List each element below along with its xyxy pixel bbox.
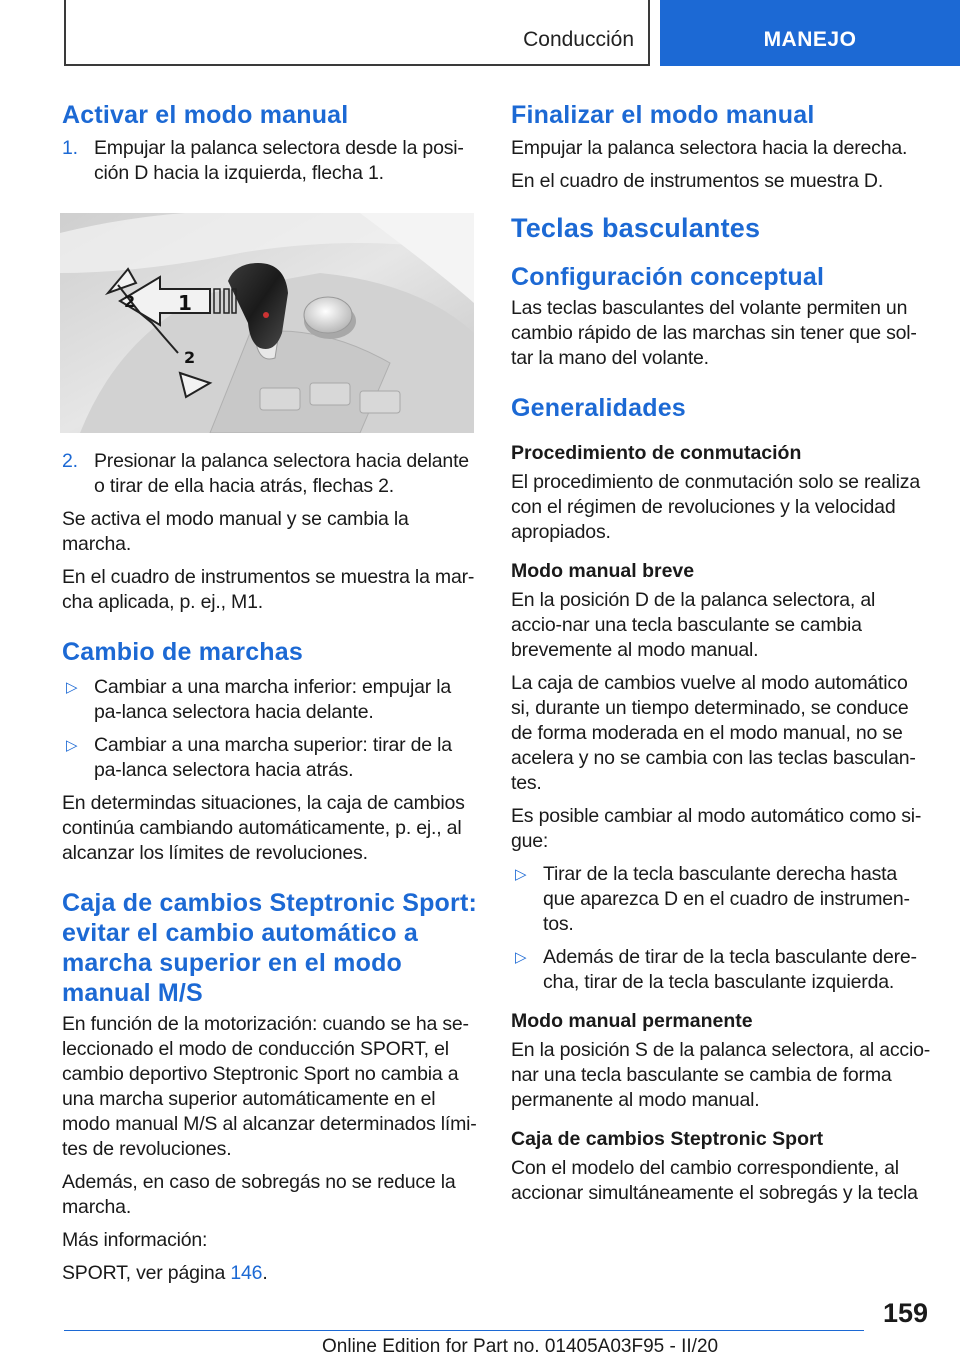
heading-configuracion-conceptual: Configuración conceptual [511,263,825,291]
paragraph: En la posición S de la palanca selectora, al accio‐nar una tecla basculante se cambia de forma permanente al modo manual. [511,1039,931,1111]
list-item [62,733,478,783]
heading-steptronic-sport: Caja de cambios Steptronic Sport: evitar el cambio automático a marcha superior en el modo manual M/S [62,889,478,1007]
gear-selector-figure [60,213,474,433]
list-item-text: Además de tirar de la tecla basculante dere‐cha, tirar de la tecla basculante izquierda. [543,946,917,993]
paragraph: En determindas situaciones, la caja de cambios continúa cambiando automáticamente, p. ej., al alcanzar los límites de revoluciones. [62,792,465,864]
step-text: Empujar la palanca selectora desde la posi‐ción D hacia la izquierda, flecha 1. [94,137,464,184]
heading-cambio-de-marchas: Cambio de marchas [62,638,303,666]
section-title: Conducción [523,28,634,51]
cross-reference-text: SPORT, ver página [62,1262,231,1284]
paragraph: Más información: [62,1229,208,1251]
footer-edition: Online Edition for Part no. 01405A03F95 - II/20 [322,1336,719,1357]
paragraph: Con el modelo del cambio correspondiente, al accionar simultáneamente el sobregás y la tecla [511,1157,918,1204]
section-header-box [64,0,650,66]
paragraph: Empujar la palanca selectora hacia la derecha. [511,137,908,159]
triangle-bullet-icon: ▷ [515,866,527,883]
list-item-text: Tirar de la tecla basculante derecha hasta que aparezca D en el cuadro de instrumen‐tos. [543,863,910,935]
paragraph: El procedimiento de conmutación solo se realiza con el régimen de revoluciones y la velocidad apropiados. [511,471,920,543]
chapter-tab [660,0,960,66]
subheading-procedimiento: Procedimiento de conmutación [511,442,802,464]
cross-reference [62,1261,478,1286]
triangle-bullet-icon: ▷ [66,679,78,696]
subheading-modo-manual-permanente: Modo manual permanente [511,1010,753,1032]
page-link[interactable]: 146 [230,1262,263,1284]
arrow-2b-label: 2 [184,348,196,367]
chapter-tab-label: MANEJO [763,28,857,51]
arrow-2a-label: 2 [124,292,136,311]
step-1 [62,136,478,186]
list-item [62,675,478,725]
step-number: 1. [62,137,78,159]
heading-activar-modo-manual: Activar el modo manual [62,101,349,129]
list-item-text: Cambiar a una marcha inferior: empujar la pa‐lanca selectora hacia delante. [94,676,452,723]
page-header [0,0,960,66]
paragraph: Además, en caso de sobregás no se reduce la marcha. [62,1171,456,1218]
heading-teclas-basculantes: Teclas basculantes [511,213,761,243]
paragraph: En la posición D de la palanca selectora, al accio‐nar una tecla basculante se cambia brevemente al modo manual. [511,589,876,661]
gear-selector-illustration [60,213,474,433]
list-item [511,862,931,937]
right-column [511,100,931,1206]
paragraph: La caja de cambios vuelve al modo automático si, durante un tiempo determinado, se conduce de forma moderada en el modo manual, no se acelera y no se cambia con las teclas basculan‐tes. [511,672,916,794]
subheading-modo-manual-breve: Modo manual breve [511,560,695,582]
step-2 [62,449,478,499]
paragraph: En el cuadro de instrumentos se muestra D. [511,170,884,192]
triangle-bullet-icon: ▷ [515,949,527,966]
paragraph: Es posible cambiar al modo automático como si‐gue: [511,805,922,852]
paragraph: En función de la motorización: cuando se ha se‐leccionado el modo de conducción SPORT, el cambio deportivo Steptronic Sport no cambia a una marcha superior automáticamente en el modo manual M/S al alcanzar determinados lími‐tes de revoluciones. [62,1013,477,1160]
left-column [62,100,478,1286]
heading-finalizar-modo-manual: Finalizar el modo manual [511,101,815,129]
paragraph: En el cuadro de instrumentos se muestra la mar‐cha aplicada, p. ej., M1. [62,566,475,613]
step-number: 2. [62,450,78,472]
triangle-bullet-icon: ▷ [66,737,78,754]
footer-divider [64,1330,864,1331]
list-item-text: Cambiar a una marcha superior: tirar de la pa‐lanca selectora hacia atrás. [94,734,452,781]
arrow-1-label: 1 [178,291,192,315]
page-number: 159 [882,1298,928,1328]
heading-generalidades: Generalidades [511,394,686,422]
paragraph: Se activa el modo manual y se cambia la marcha. [62,508,409,555]
paragraph: Las teclas basculantes del volante permiten un cambio rápido de las marchas sin tener que sol‐tar la mano del volante. [511,297,917,369]
step-text: Presionar la palanca selectora hacia delante o tirar de ella hacia atrás, flechas 2. [94,450,469,497]
list-item [511,945,931,995]
subheading-steptronic-sport: Caja de cambios Steptronic Sport [511,1128,824,1150]
cross-reference-period: . [262,1262,268,1284]
